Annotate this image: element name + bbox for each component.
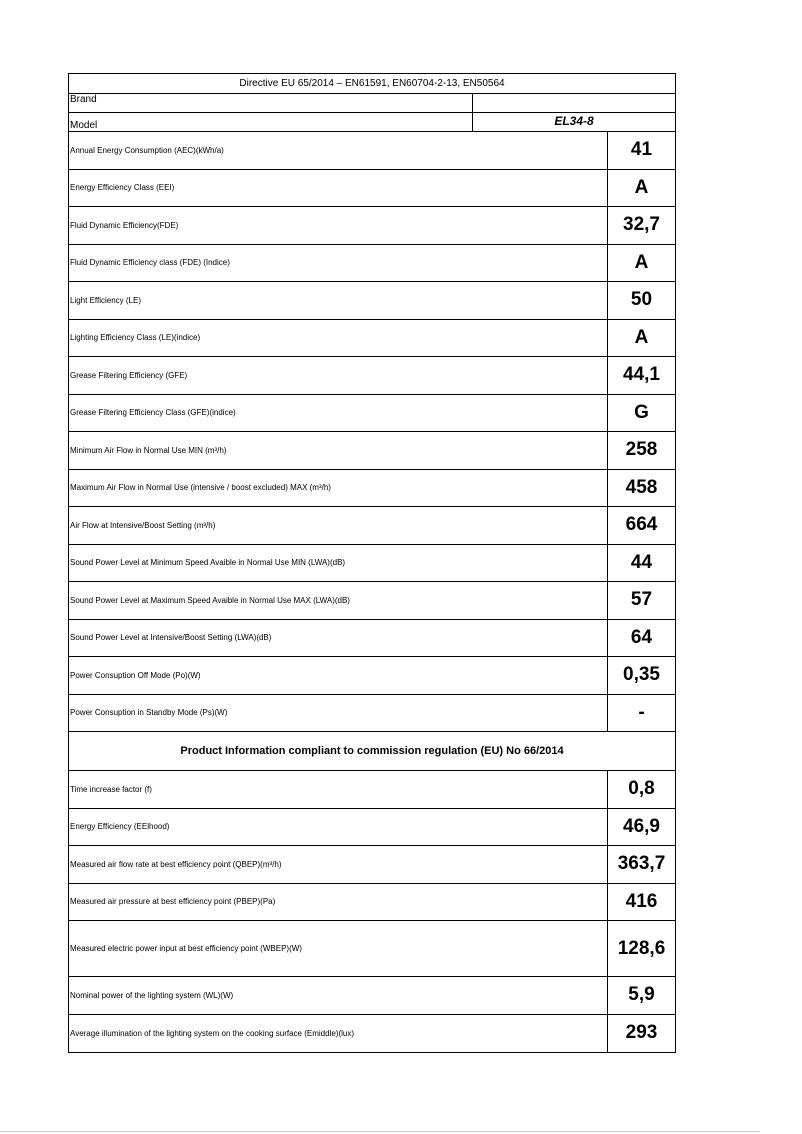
row-label: Energy Efficiency Class (EEI) xyxy=(69,170,608,207)
row-label: Fluid Dynamic Efficiency(FDE) xyxy=(69,207,608,244)
row-value: A xyxy=(634,326,649,348)
row-value: 128,6 xyxy=(617,937,666,959)
table-row xyxy=(69,977,675,1015)
table-row xyxy=(69,245,675,283)
row-label: Energy Efficiency (EElhood) xyxy=(69,809,608,846)
row-label: Power Consuption in Standby Mode (Ps)(W) xyxy=(69,695,608,732)
row-value: 258 xyxy=(625,439,658,461)
row-value: 44 xyxy=(630,551,653,573)
row-value: 363,7 xyxy=(617,853,666,875)
row-value: 64 xyxy=(630,626,653,648)
row-value: 416 xyxy=(625,890,658,912)
row-label: Measured air pressure at best efficiency point (PBEP)(Pa) xyxy=(69,884,608,921)
row-value: 664 xyxy=(625,514,658,536)
brand-label: Brand xyxy=(69,94,473,112)
row-label: Grease Filtering Efficiency Class (GFE)(indice) xyxy=(69,395,608,432)
table-row xyxy=(69,582,675,620)
row-value: 293 xyxy=(625,1022,658,1044)
table-row xyxy=(69,846,675,884)
table-row xyxy=(69,282,675,320)
row-label: Nominal power of the lighting system (WL)(W) xyxy=(69,977,608,1014)
row-value: A xyxy=(634,176,649,198)
table-row xyxy=(69,395,675,433)
table-row xyxy=(69,507,675,545)
row-value: 57 xyxy=(630,589,653,611)
row-value: 5,9 xyxy=(628,984,655,1006)
bep-rows xyxy=(69,771,675,1052)
table-row xyxy=(69,432,675,470)
table-row xyxy=(69,695,675,733)
table-row xyxy=(69,470,675,508)
table-row xyxy=(69,357,675,395)
table-row xyxy=(69,921,675,977)
row-value: 32,7 xyxy=(623,214,660,236)
row-label: Light Efficiency (LE) xyxy=(69,282,608,319)
row-label: Lighting Efficiency Class (LE)(indice) xyxy=(69,320,608,357)
row-value: - xyxy=(638,701,645,723)
row-value: 458 xyxy=(625,476,658,498)
row-value: 44,1 xyxy=(623,364,660,386)
energy-rows xyxy=(69,132,675,732)
table-row xyxy=(69,884,675,922)
table-row xyxy=(69,132,675,170)
section-title: Product Information compliant to commission regulation (EU) No 66/2014 xyxy=(69,732,675,771)
row-label: Sound Power Level at Maximum Speed Avaible in Normal Use MAX (LWA)(dB) xyxy=(69,582,608,619)
table-row xyxy=(69,809,675,847)
row-value: 0,8 xyxy=(628,778,655,800)
row-label: Minimum Air Flow in Normal Use MIN (m³/h) xyxy=(69,432,608,469)
row-label: Maximum Air Flow in Normal Use (intensive / boost excluded) MAX (m³/h) xyxy=(69,470,608,507)
table-row xyxy=(69,771,675,809)
product-information-sheet xyxy=(68,73,676,1053)
row-label: Average illumination of the lighting system on the cooking surface (Emiddle)(lux) xyxy=(69,1015,608,1053)
row-label: Power Consuption Off Mode (Po)(W) xyxy=(69,657,608,694)
row-value: 46,9 xyxy=(623,815,660,837)
table-row xyxy=(69,170,675,208)
table-row xyxy=(69,1015,675,1053)
model-label: Model xyxy=(69,113,473,131)
model-value: EL34-8 xyxy=(554,114,594,128)
table-row xyxy=(69,320,675,358)
row-label: Measured air flow rate at best efficiency point (QBEP)(m³/h) xyxy=(69,846,608,883)
row-label: Grease Filtering Efficiency (GFE) xyxy=(69,357,608,394)
directive-title: Directive EU 65/2014 – EN61591, EN60704-2-13, EN50564 xyxy=(69,74,675,94)
brand-value xyxy=(473,94,675,112)
table-row xyxy=(69,207,675,245)
row-label: Sound Power Level at Minimum Speed Avaible in Normal Use MIN (LWA)(dB) xyxy=(69,545,608,582)
row-label: Time increase factor (f) xyxy=(69,771,608,808)
row-value: 50 xyxy=(630,289,653,311)
model-row xyxy=(69,113,675,131)
page-footer-divider xyxy=(0,1131,760,1132)
header-block xyxy=(69,74,675,132)
table-row xyxy=(69,545,675,583)
row-value: 0,35 xyxy=(623,664,660,686)
row-value: G xyxy=(634,401,649,423)
row-label: Measured electric power input at best efficiency point (WBEP)(W) xyxy=(69,921,608,976)
row-label: Annual Energy Consumption (AEC)(kWh/a) xyxy=(69,132,608,169)
row-label: Air Flow at Intensive/Boost Setting (m³/h) xyxy=(69,507,608,544)
table-row xyxy=(69,620,675,658)
row-value: 41 xyxy=(630,139,653,161)
row-label: Fluid Dynamic Efficiency class (FDE) (Indice) xyxy=(69,245,608,282)
row-label: Sound Power Level at Intensive/Boost Setting (LWA)(dB) xyxy=(69,620,608,657)
brand-row xyxy=(69,94,675,113)
table-row xyxy=(69,657,675,695)
row-value: A xyxy=(634,251,649,273)
